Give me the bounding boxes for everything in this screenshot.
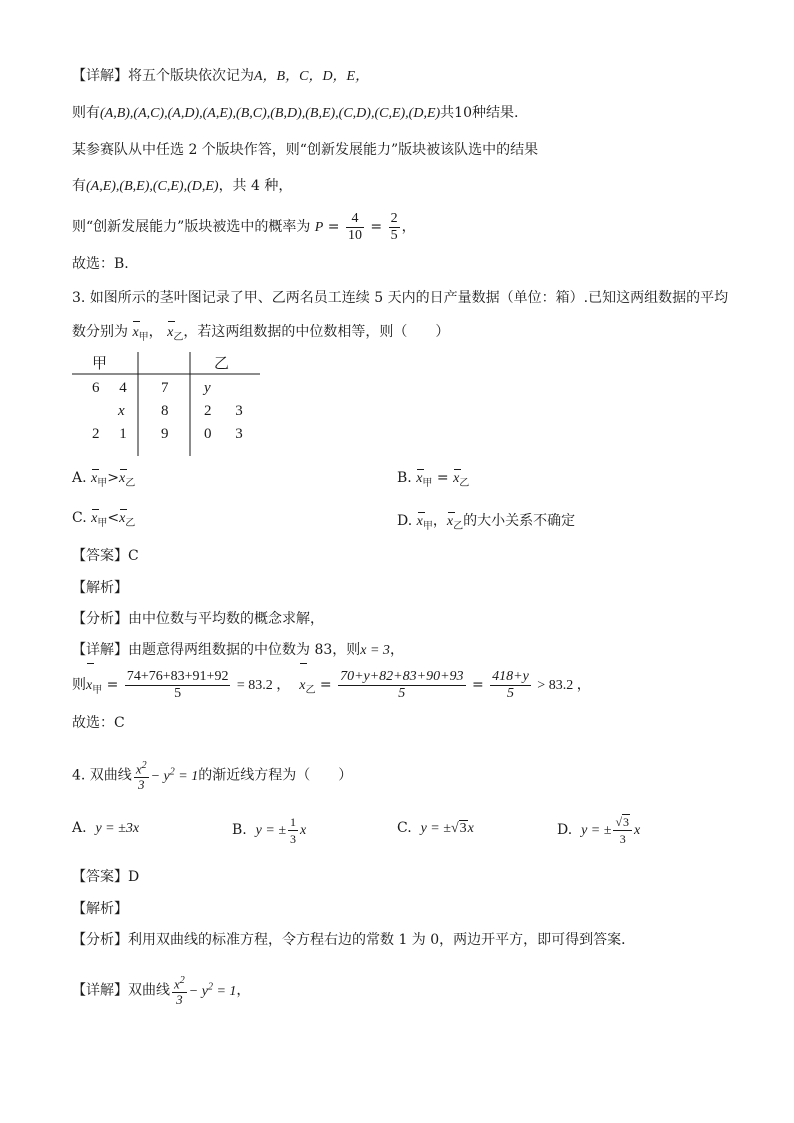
q3-fenxi: 【分析】由中位数与平均数的概念求解， — [72, 611, 324, 627]
pairs-list: (A,E),(B,E),(C,E),(D,E) — [86, 179, 219, 194]
q3-answer: 【答案】C — [72, 548, 139, 564]
fraction-1-3 — [288, 814, 298, 847]
detail-line-4 — [72, 176, 292, 197]
frac-den: 5 — [390, 227, 398, 243]
probability-line: 则“创新发展能力”版块被选中的概率为 P = $\frac{4}{10}$ = $\frac{2}{5}$ ， — [72, 210, 416, 243]
stem-comma: ， — [148, 324, 163, 340]
prob-symbol: P — [314, 220, 324, 235]
sub-jia: 甲 — [138, 331, 149, 343]
leaf-left: x — [118, 403, 125, 419]
sub-jia: 甲 — [97, 477, 108, 489]
q3-detail — [72, 640, 404, 661]
q4-detail: 【详解】双曲线 $\frac{x^2}{3}$ − $y^2 = 1$， — [72, 975, 251, 1007]
pairs-prefix: 有 — [72, 178, 86, 194]
frac-num: 2 — [390, 210, 398, 226]
result-3: > 83.2 ， — [537, 678, 591, 693]
pairs-suffix: 共10种结果. — [440, 105, 519, 121]
option-label: D. — [397, 513, 413, 529]
option-label: B. — [397, 470, 412, 486]
relation: < — [107, 510, 120, 526]
q4-option-b[interactable]: B. y = ± $\frac{1}{3}$ x — [232, 814, 307, 846]
stem-value: 7 — [161, 380, 169, 396]
q3-option-c[interactable]: C. $x_甲<x_乙$ — [72, 510, 136, 529]
q3-stem-line-2 — [72, 322, 449, 348]
choose-b: 故选：B. — [72, 256, 129, 272]
frac-den: 3 — [619, 831, 626, 846]
detail-text: 【详解】由题意得两组数据的中位数为 83，则 — [72, 642, 361, 658]
detail-tag: 【详解】 — [72, 68, 128, 84]
leaf-left: 6 4 — [92, 380, 135, 396]
sub-jia: 甲 — [97, 517, 108, 529]
stem-leaf-table — [72, 352, 272, 456]
detail-line-1 — [72, 66, 369, 87]
sub-jia: 甲 — [422, 520, 433, 532]
frac-num: 74+76+83+91+92 — [126, 668, 229, 684]
fraction-x2-3: $\frac{x^2}{3}$ — [135, 760, 147, 792]
frac-den: 10 — [347, 227, 362, 243]
q3-choose: 故选：C — [72, 715, 125, 731]
calc-prefix: 则 — [72, 677, 86, 693]
head-jia: 甲 — [92, 354, 108, 372]
detail-vars: A，B，C，D，E， — [254, 69, 370, 84]
option-label: D. — [557, 822, 573, 838]
q3-stem-line-1: 3. 如图所示的茎叶图记录了甲、乙两名员工连续 5 天内的日产量数据（单位：箱）.已知这两组数据的平均 — [72, 290, 729, 306]
stem-value: 8 — [161, 403, 169, 419]
q3-analysis: 【解析】 — [72, 580, 128, 596]
detail-text: 【详解】双曲线 — [72, 982, 170, 999]
stem-text: 数分别为 — [72, 324, 128, 340]
radicand: 3 — [623, 814, 630, 829]
probability-text: 则“创新发展能力”版块被选中的概率为 — [72, 219, 311, 235]
sub-yi: 乙 — [305, 684, 316, 696]
leaf-right: y — [204, 380, 211, 396]
q4-option-a[interactable] — [72, 820, 139, 837]
relation: > — [107, 470, 119, 486]
sub-yi: 乙 — [125, 517, 136, 529]
mean-jia: $x_甲$ — [132, 325, 149, 343]
pairs-list: (A,B),(A,C),(A,D),(A,E),(B,C),(B,D),(B,E),(C,D),(C,E),(D,E) — [100, 106, 441, 121]
q4-option-d[interactable]: D. y = ± $\frac{√3}{3}$ x — [557, 814, 641, 846]
stem-text: 4. 双曲线 — [72, 767, 132, 784]
frac-den: 5 — [507, 685, 514, 701]
frac-num: 1 — [290, 814, 297, 829]
fraction-2-5 — [389, 211, 400, 244]
q4-answer: 【答案】D — [72, 869, 140, 885]
fraction-418 — [490, 669, 531, 702]
option-label: A. — [72, 470, 87, 486]
leaf-left: 2 1 — [92, 426, 135, 442]
leaf-right: 2 3 — [204, 403, 253, 419]
detail-end: ， — [236, 982, 251, 999]
relation: = — [436, 470, 449, 486]
q4-analysis: 【解析】 — [72, 901, 128, 917]
sub-yi: 乙 — [459, 477, 470, 489]
sub-jia: 甲 — [422, 477, 433, 489]
frac-num: 418+y — [492, 668, 529, 684]
detail-line-2 — [72, 103, 518, 124]
fraction-x2-3: $\frac{x^2}{3}$ — [174, 975, 185, 1007]
leaf-right: 0 3 — [204, 426, 253, 442]
detail-line-3: 某参赛队从中任选 2 个版块作答，则“创新发展能力”版块被该队选中的结果 — [72, 142, 539, 158]
q3-option-a[interactable]: A. $x_甲>x_乙$ — [72, 470, 136, 489]
option-label: C. — [72, 510, 87, 526]
frac-num: 70+y+82+83+90+93 — [340, 668, 464, 684]
q3-option-b[interactable]: B. $x_甲 = x_乙$ — [397, 470, 470, 489]
comma: ， — [432, 513, 447, 529]
option-label: B. — [232, 822, 247, 838]
mean-yi: $x_乙$ — [167, 325, 184, 343]
sub-jia: 甲 — [92, 684, 103, 696]
q3-calc: 则$x_甲$ = $\frac{74+76+83+91+92}{5}$ = 83.2 ， $x_乙$ = $\frac{70+y+82+83+90+93}{5}$ = $\frac{418+y}{5}$ > 83.2 ， — [72, 664, 591, 712]
detail-text: 将五个版块依次记为 — [128, 68, 254, 84]
q4-stem: 4. 双曲线 $\frac{x^2}{3}$ − $y^2 = 1$的渐近线方程为（ ） — [72, 760, 353, 792]
option-expr: y = ±3x — [95, 821, 140, 836]
sub-yi: 乙 — [125, 477, 136, 489]
option-label: A. — [72, 820, 87, 836]
radicand: 3 — [459, 821, 467, 836]
stem-text: 的渐近线方程为（ ） — [198, 767, 353, 784]
q4-option-c[interactable]: C. y = ±√3x — [397, 820, 474, 836]
frac-den: 3 — [290, 831, 297, 846]
fraction-mean-yi — [338, 669, 465, 702]
stem-text: ，若这两组数据的中位数相等，则（ ） — [183, 324, 450, 340]
stem-value: 9 — [161, 426, 169, 442]
sub-yi: 乙 — [173, 331, 184, 343]
detail-end: ， — [389, 642, 404, 658]
frac-num: 4 — [346, 211, 364, 228]
frac-den: 5 — [398, 685, 406, 701]
fraction-mean-jia — [125, 669, 231, 702]
pairs-suffix: ，共 4 种， — [218, 178, 293, 194]
q4-fenxi: 【分析】利用双曲线的标准方程，令方程右边的常数 1 为 0，两边开平方，即可得到答案． — [72, 932, 636, 948]
q3-option-d[interactable]: D. $x_甲$，$x_乙$的大小关系不确定 — [397, 513, 576, 532]
option-label: C. — [397, 820, 412, 836]
fraction-4-10 — [346, 211, 364, 244]
pairs-prefix: 则有 — [72, 105, 100, 121]
option-text: 的大小关系不确定 — [463, 513, 576, 529]
fraction-sqrt3-3: $\frac{√3}{3}$ — [613, 814, 632, 847]
head-yi: 乙 — [214, 354, 230, 372]
sub-yi: 乙 — [453, 520, 464, 532]
result-1: = 83.2 ， — [236, 678, 291, 693]
frac-den: 5 — [174, 685, 182, 701]
x-equation: x = 3 — [360, 643, 390, 658]
